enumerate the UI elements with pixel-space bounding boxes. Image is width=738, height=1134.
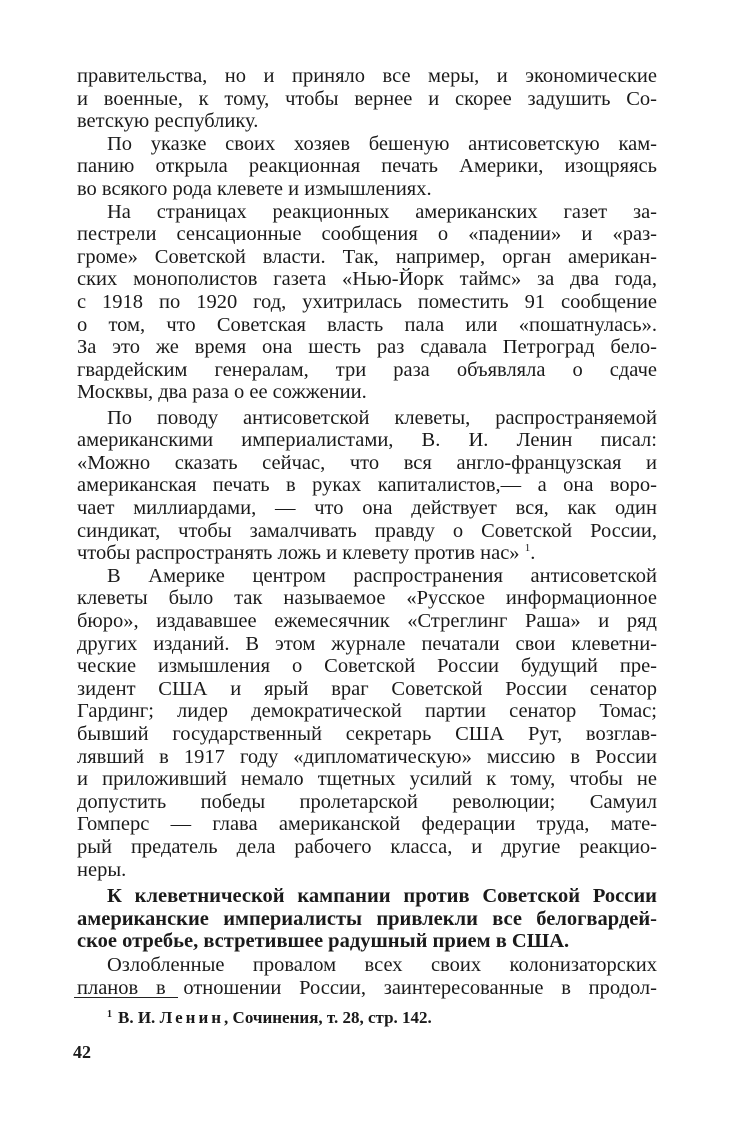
text-line	[107, 564, 657, 588]
text-line-content: Москвы, два раза о ее сожжении.	[77, 381, 367, 404]
text-line-content: и приложивший немало тщетных усилий к тому, чтобы не	[77, 768, 657, 791]
text-line	[77, 812, 657, 836]
text-line-content: Гомперс — глава американской федерации труда, мате-	[77, 813, 657, 836]
text-line	[77, 654, 657, 678]
text-line	[77, 451, 657, 475]
text-line	[77, 586, 657, 610]
text-line	[77, 177, 657, 201]
text-line	[77, 835, 657, 859]
text-line	[77, 358, 657, 382]
text-line	[77, 745, 657, 769]
text-line-content: пестрели сенсационные сообщения о «падении» и «раз-	[77, 223, 657, 246]
text-line	[77, 677, 657, 701]
text-line-content: гвардейским генералам, три раза объявляла о сдаче	[77, 358, 657, 381]
text-line-punctuation: .	[530, 542, 536, 565]
text-line-content: Озлобленные провалом всех своих колонизаторских	[107, 954, 657, 977]
footnote-author: Ленин	[159, 1008, 225, 1027]
text-line	[77, 473, 657, 497]
text-line	[77, 767, 657, 791]
footnote	[107, 1007, 432, 1029]
footnote-divider	[74, 997, 178, 998]
text-line-content: других изданий. В этом журнале печатали свои клеветни-	[77, 632, 657, 655]
text-line-content: лявший в 1917 году «дипломатическую» миссию в России	[77, 745, 657, 768]
text-line-content: правительства, но и приняло все меры, и экономические	[77, 65, 657, 87]
footnote-reference: 1	[524, 542, 531, 555]
text-line-content: По поводу антисоветской клеветы, распространяемой	[107, 406, 657, 429]
text-line-content: бюро», издававшее ежемесячник «Стреглинг Раша» и ряд	[77, 609, 657, 632]
text-line-content: бывший государственный секретарь США Рут, возглав-	[77, 722, 657, 745]
text-line-content: За это же время она шесть раз сдавала Петроград бело-	[77, 336, 657, 359]
text-line	[77, 858, 657, 882]
text-line	[107, 406, 657, 430]
text-line	[77, 632, 657, 656]
text-line-content: По указке своих хозяев бешеную антисоветскую кам-	[107, 132, 657, 155]
text-line-content: американские империалисты привлекли все белогвардей-	[77, 907, 657, 930]
text-line	[77, 380, 657, 404]
text-line	[107, 953, 657, 977]
text-line-content: ветскую республику.	[77, 110, 259, 133]
footnote-mark: 1	[107, 1009, 112, 1020]
text-line-content: планов в отношении России, заинтересованные в продол-	[77, 977, 657, 999]
text-line-content: с 1918 по 1920 год, ухитрилась поместить 91 сообщение	[77, 291, 657, 313]
text-line	[77, 722, 657, 746]
text-line-content: чтобы распространять ложь и клевету против нас»	[77, 542, 520, 565]
text-line	[77, 609, 657, 633]
text-line-content: синдикат, чтобы замалчивать правду о Советской России,	[77, 519, 657, 542]
text-line-content: и военные, к тому, чтобы вернее и скорее задушить Со-	[77, 87, 657, 110]
text-line-content: «Можно сказать сейчас, что вся англо-французская и	[77, 451, 657, 474]
text-line	[77, 335, 657, 359]
text-line-content: чает миллиардами, — что она действует вся, как один	[77, 496, 657, 519]
text-line-content: американскими империалистами, В. И. Ленин писал:	[77, 429, 657, 452]
text-line-content: зидент США и ярый враг Советской России сенатор	[77, 677, 657, 700]
text-line	[77, 699, 657, 723]
text-line	[107, 132, 657, 156]
text-line	[77, 541, 657, 565]
text-line-content: Гардинг; лидер демократической партии сенатор Томас;	[77, 700, 657, 723]
text-line-content: громе» Советской власти. Так, например, орган американ-	[77, 245, 657, 268]
text-line-content: американская печать в руках капиталистов,— а она воро-	[77, 474, 657, 497]
text-line	[77, 907, 657, 931]
text-line-content: На страницах реакционных американских газет за-	[107, 200, 657, 223]
footnote-source: , Сочинения, т. 28, стр. 142.	[224, 1008, 432, 1027]
text-line	[77, 87, 657, 111]
text-line-content: В Америке центром распространения антисоветской	[107, 564, 657, 587]
text-line-content: клеветы было так называемое «Русское информационное	[77, 587, 657, 610]
text-line-content: допустить победы пролетарской революции; Самуил	[77, 790, 657, 813]
footnote-initials: В. И.	[118, 1008, 156, 1027]
text-line	[77, 222, 657, 246]
text-line	[77, 245, 657, 269]
text-line	[77, 64, 657, 88]
text-line	[77, 290, 657, 314]
text-line	[77, 154, 657, 178]
text-line-content: ское отребье, встретившее радушный прием в США.	[77, 930, 570, 953]
text-line	[77, 428, 657, 452]
text-line-content: о том, что Советская власть пала или «пошатнулась».	[77, 313, 657, 336]
text-line	[77, 109, 657, 133]
text-line-content: неры.	[77, 858, 127, 881]
text-line-content: рый предатель дела рабочего класса, и другие реакцио-	[77, 835, 657, 858]
text-line	[77, 496, 657, 520]
text-line	[77, 790, 657, 814]
text-line	[107, 884, 657, 908]
text-line-content: панию открыла реакционная печать Америки, изощряясь	[77, 155, 657, 178]
text-line	[77, 267, 657, 291]
text-line	[77, 313, 657, 337]
text-line-content: ческие измышления о Советской России будущий пре-	[77, 655, 657, 678]
text-line-content: К клеветнической кампании против Советской России	[107, 885, 657, 908]
page-number: 42	[73, 1042, 91, 1062]
text-line-content: ских монополистов газета «Нью-Йорк таймс» за два года,	[77, 268, 657, 291]
text-line	[77, 929, 657, 953]
text-line	[107, 200, 657, 224]
text-line	[77, 519, 657, 543]
text-line-content: во всякого рода клевете и измышлениях.	[77, 178, 432, 200]
